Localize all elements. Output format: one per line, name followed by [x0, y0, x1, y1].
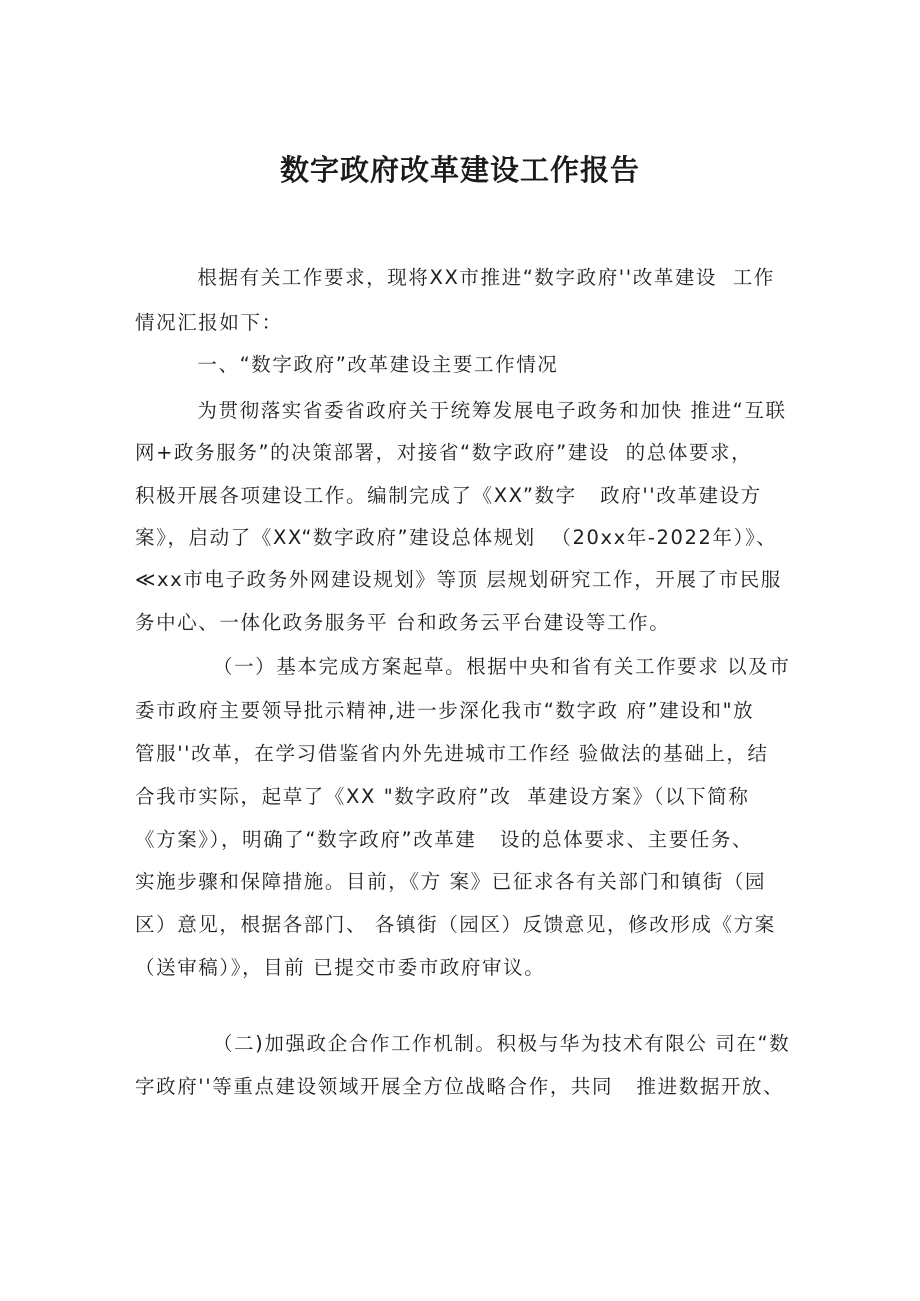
paragraph-line: 为贯彻落实省委省政府关于统筹发展电子政务和加快 推进“互联 — [135, 399, 787, 422]
paragraph-line: 字政府''等重点建设领域开展全方位战略合作，共同 推进数据开放、 — [135, 1075, 785, 1098]
paragraph-line: （一）基本完成方案起草。根据中央和省有关工作要求 以及市 — [135, 655, 791, 678]
paragraph-line: 区）意见，根据各部门、 各镇街（园区）反馈意见，修改形成《方案 — [135, 913, 776, 936]
paragraph-line: 案》，启动了《XX“数字政府”建设总体规划 （20xx年-2022年）》、 — [135, 526, 778, 549]
paragraph-line: 根据有关工作要求，现将XX市推进“数字政府''改革建设 工作 — [135, 266, 775, 289]
paragraph-line: 情况汇报如下： — [135, 311, 283, 334]
paragraph-line: 网+政务服务”的决策部署，对接省“数字政府”建设 的总体要求， — [135, 441, 753, 464]
paragraph-line: 务中心、一体化政务服务平 台和政务云平台建设等工作。 — [135, 611, 671, 634]
paragraph-line: ≪xx市电子政务外网建设规划》等顶 层规划研究工作，开展了市民服 — [135, 568, 782, 591]
paragraph-line: 委市政府主要领导批示精神,进一步深化我市“数字政 府”建设和"放 — [135, 699, 755, 722]
section-heading: 一、“数字政府”改革建设主要工作情况 — [135, 353, 559, 376]
paragraph-line: （送审稿）》，目前 已提交市委市政府审议。 — [135, 956, 546, 979]
paragraph-line: 积极开展各项建设工作。编制完成了《XX”数字 政府''改革建设方 — [135, 484, 762, 507]
paragraph-line: （二)加强政企合作工作机制。积极与华为技术有限公 司在“数 — [135, 1032, 791, 1055]
document-title: 数字政府改革建设工作报告 — [279, 153, 640, 187]
paragraph-line: 实施步骤和保障措施。目前，《方 案》已征求各有关部门和镇街（园 — [135, 870, 767, 893]
paragraph-line: 管服''改革，在学习借鉴省内外先进城市工作经 验做法的基础上，结 — [135, 742, 769, 765]
paragraph-line: 《方案》），明确了“数字政府”改革建 设的总体要求、主要任务、 — [135, 828, 754, 851]
paragraph-line: 合我市实际，起草了《XX "数字政府”改 革建设方案》（以下简称 — [135, 785, 750, 808]
